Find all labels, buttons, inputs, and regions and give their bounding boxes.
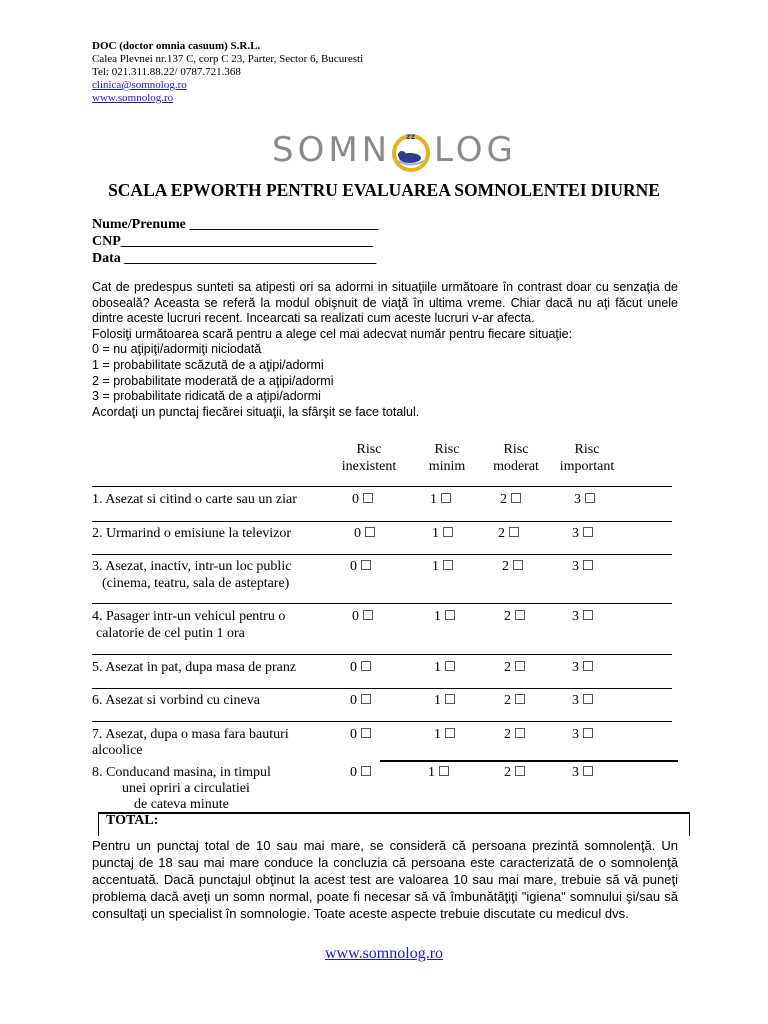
checkbox[interactable]	[443, 560, 453, 570]
option-2[interactable]: 2	[498, 525, 519, 542]
checkbox[interactable]	[515, 728, 525, 738]
checkbox[interactable]	[509, 527, 519, 537]
checkbox[interactable]	[445, 728, 455, 738]
option-1[interactable]: 1	[432, 525, 453, 542]
table-divider	[92, 688, 672, 689]
scale-item: 2 = probabilitate moderată de a aţipi/adormi	[92, 373, 334, 388]
checkbox[interactable]	[445, 694, 455, 704]
option-2[interactable]: 2	[500, 491, 521, 508]
intro-paragraph: Cat de predespus sunteti sa atipesti ori sa adormi in situaţiile următoare în contrast doar cu senzaţia de oboseală? Aceasta se referă la modul obişnuit de viaţă în ultima vreme. Chiar dacă nu aţi făcut unele dintre aceste lucruri recent. Incearcati sa realizati cum aceste lucruri v-ar afecta.	[92, 280, 678, 326]
situation-5: 5. Asezat in pat, dupa masa de pranz	[92, 660, 297, 675]
total-label: TOTAL:	[106, 813, 159, 828]
situation-2: 2. Urmarind o emisiune la televizor	[92, 526, 292, 541]
option-0[interactable]: 0	[352, 491, 373, 508]
checkbox[interactable]	[583, 527, 593, 537]
header-risc-inexistent: Risc inexistent	[341, 442, 397, 474]
option-1[interactable]: 1	[434, 726, 455, 743]
somnolog-logo	[272, 130, 517, 176]
option-1[interactable]: 1	[428, 764, 449, 781]
checkbox[interactable]	[583, 694, 593, 704]
checkbox[interactable]	[583, 560, 593, 570]
checkbox[interactable]	[361, 560, 371, 570]
header-risc-moderat: Risc moderat	[493, 442, 539, 474]
website-link[interactable]: www.somnolog.ro	[92, 92, 174, 104]
option-0[interactable]: 0	[350, 558, 371, 575]
option-2[interactable]: 2	[502, 558, 523, 575]
checkbox[interactable]	[439, 766, 449, 776]
company-name: DOC (doctor omnia casuum) S.R.L.	[92, 40, 261, 52]
email-link[interactable]: clinica@somnolog.ro	[92, 79, 187, 91]
company-phone: Tel: 021.311.88.22/ 0787.721.368	[92, 66, 241, 78]
option-2[interactable]: 2	[504, 764, 525, 781]
option-1[interactable]: 1	[434, 692, 455, 709]
option-1[interactable]: 1	[434, 608, 455, 625]
checkbox[interactable]	[361, 661, 371, 671]
checkbox[interactable]	[515, 694, 525, 704]
option-3[interactable]: 3	[572, 764, 593, 781]
header-risc-minim: Risc minim	[428, 442, 466, 474]
option-1[interactable]: 1	[434, 659, 455, 676]
date-field[interactable]: Data ____________________________________	[92, 251, 377, 266]
scale-item: 3 = probabilitate ridicată de a aţipi/adormi	[92, 389, 321, 404]
checkbox[interactable]	[361, 694, 371, 704]
header-risc-important: Risc important	[559, 442, 615, 474]
page-title: SCALA EPWORTH PENTRU EVALUAREA SOMNOLENTEI DIURNE	[108, 180, 660, 200]
company-address: Calea Plevnei nr.137 C, corp C 23, Parter, Sector 6, Bucuresti	[92, 53, 364, 65]
option-3[interactable]: 3	[572, 659, 593, 676]
logo-zz: zz	[406, 132, 416, 141]
checkbox[interactable]	[585, 493, 595, 503]
checkbox[interactable]	[583, 661, 593, 671]
option-2[interactable]: 2	[504, 692, 525, 709]
situation-3-detail: (cinema, teatru, sala de asteptare)	[102, 576, 290, 591]
option-0[interactable]: 0	[350, 726, 371, 743]
intro-closing: Acordaţi un punctaj fiecărei situaţii, la sfârşit se face totalul.	[92, 404, 420, 419]
table-divider	[380, 760, 678, 762]
intro-instruction: Folosiţi următoarea scară pentru a alege cel mai adecvat număr pentru fiecare situaţie:	[92, 326, 573, 341]
checkbox[interactable]	[443, 527, 453, 537]
option-0[interactable]: 0	[350, 764, 371, 781]
situation-3: 3. Asezat, inactiv, intr-un loc public	[92, 559, 292, 574]
option-3[interactable]: 3	[572, 726, 593, 743]
situation-1: 1. Asezat si citind o carte sau un ziar	[92, 492, 297, 507]
table-divider	[92, 654, 672, 655]
option-3[interactable]: 3	[572, 558, 593, 575]
table-divider	[92, 603, 672, 604]
footer-website-link[interactable]: www.somnolog.ro	[324, 945, 444, 962]
option-0[interactable]: 0	[352, 608, 373, 625]
option-0[interactable]: 0	[350, 692, 371, 709]
table-divider	[92, 554, 672, 555]
conclusion-text: Pentru un punctaj total de 10 sau mai mare, se consideră că persoana prezintă somnolenţă. Un punctaj de 18 sau mai mare conduce la concluzia că persoana este caracterizată de o somnolenţă accentuată. Dacă punctajul obţinut la acest test are valoarea 10 sau mai mare, trebuie să vă puneţi problema dacă aveţi un somn normal, poate fi necesar să vă îmbunătăţiţi "igiena" somnului şi/sau să consultaţi un specialist în somnologie. Toate aceste aspecte trebuie discutate cu medicul dvs.	[92, 838, 678, 921]
checkbox[interactable]	[583, 610, 593, 620]
table-divider	[92, 521, 672, 522]
checkbox[interactable]	[583, 728, 593, 738]
scale-item: 0 = nu aţipiţi/adormiţi niciodată	[92, 342, 262, 357]
checkbox[interactable]	[445, 610, 455, 620]
instructions	[92, 280, 678, 420]
situation-8-detail: unei opriri a circulatiei	[122, 781, 250, 796]
situation-8: 8. Conducand masina, in timpul	[92, 765, 271, 780]
conclusion	[92, 837, 678, 922]
patient-fields	[92, 216, 378, 267]
option-2[interactable]: 2	[504, 608, 525, 625]
checkbox[interactable]	[361, 728, 371, 738]
checkbox[interactable]	[445, 661, 455, 671]
situation-4: 4. Pasager intr-un vehicul pentru o	[92, 609, 286, 624]
cnp-field[interactable]: CNP____________________________________	[92, 234, 373, 249]
option-0[interactable]: 0	[354, 525, 375, 542]
sleeping-face-icon	[388, 128, 434, 174]
checkbox[interactable]	[515, 661, 525, 671]
checkbox[interactable]	[361, 766, 371, 776]
situation-7: 7. Asezat, dupa o masa fara bauturi	[92, 727, 289, 742]
logo-text-left: SOMN	[272, 130, 392, 170]
situation-8-detail: de cateva minute	[134, 797, 229, 812]
checkbox[interactable]	[513, 560, 523, 570]
option-2[interactable]: 2	[504, 726, 525, 743]
option-0[interactable]: 0	[350, 659, 371, 676]
name-field[interactable]: Nume/Prenume ___________________________	[92, 217, 379, 232]
checkbox[interactable]	[441, 493, 451, 503]
clinic-header	[92, 40, 363, 105]
table-divider	[92, 486, 672, 487]
checkbox[interactable]	[363, 493, 373, 503]
situation-6: 6. Asezat si vorbind cu cineva	[92, 693, 260, 708]
situation-4-detail: calatorie de cel putin 1 ora	[96, 626, 245, 641]
checkbox[interactable]	[365, 527, 375, 537]
total-box[interactable]	[98, 812, 690, 836]
checkbox[interactable]	[515, 610, 525, 620]
option-3[interactable]: 3	[572, 525, 593, 542]
option-1[interactable]: 1	[432, 558, 453, 575]
situation-7-detail: alcoolice	[92, 743, 143, 758]
table-divider	[92, 721, 672, 722]
checkbox[interactable]	[583, 766, 593, 776]
checkbox[interactable]	[511, 493, 521, 503]
scale-item: 1 = probabilitate scăzută de a aţipi/adormi	[92, 357, 324, 372]
option-1[interactable]: 1	[430, 491, 451, 508]
option-3[interactable]: 3	[574, 491, 595, 508]
checkbox[interactable]	[363, 610, 373, 620]
option-3[interactable]: 3	[572, 692, 593, 709]
checkbox[interactable]	[515, 766, 525, 776]
logo-text-right: LOG	[434, 130, 517, 170]
option-3[interactable]: 3	[572, 608, 593, 625]
option-2[interactable]: 2	[504, 659, 525, 676]
